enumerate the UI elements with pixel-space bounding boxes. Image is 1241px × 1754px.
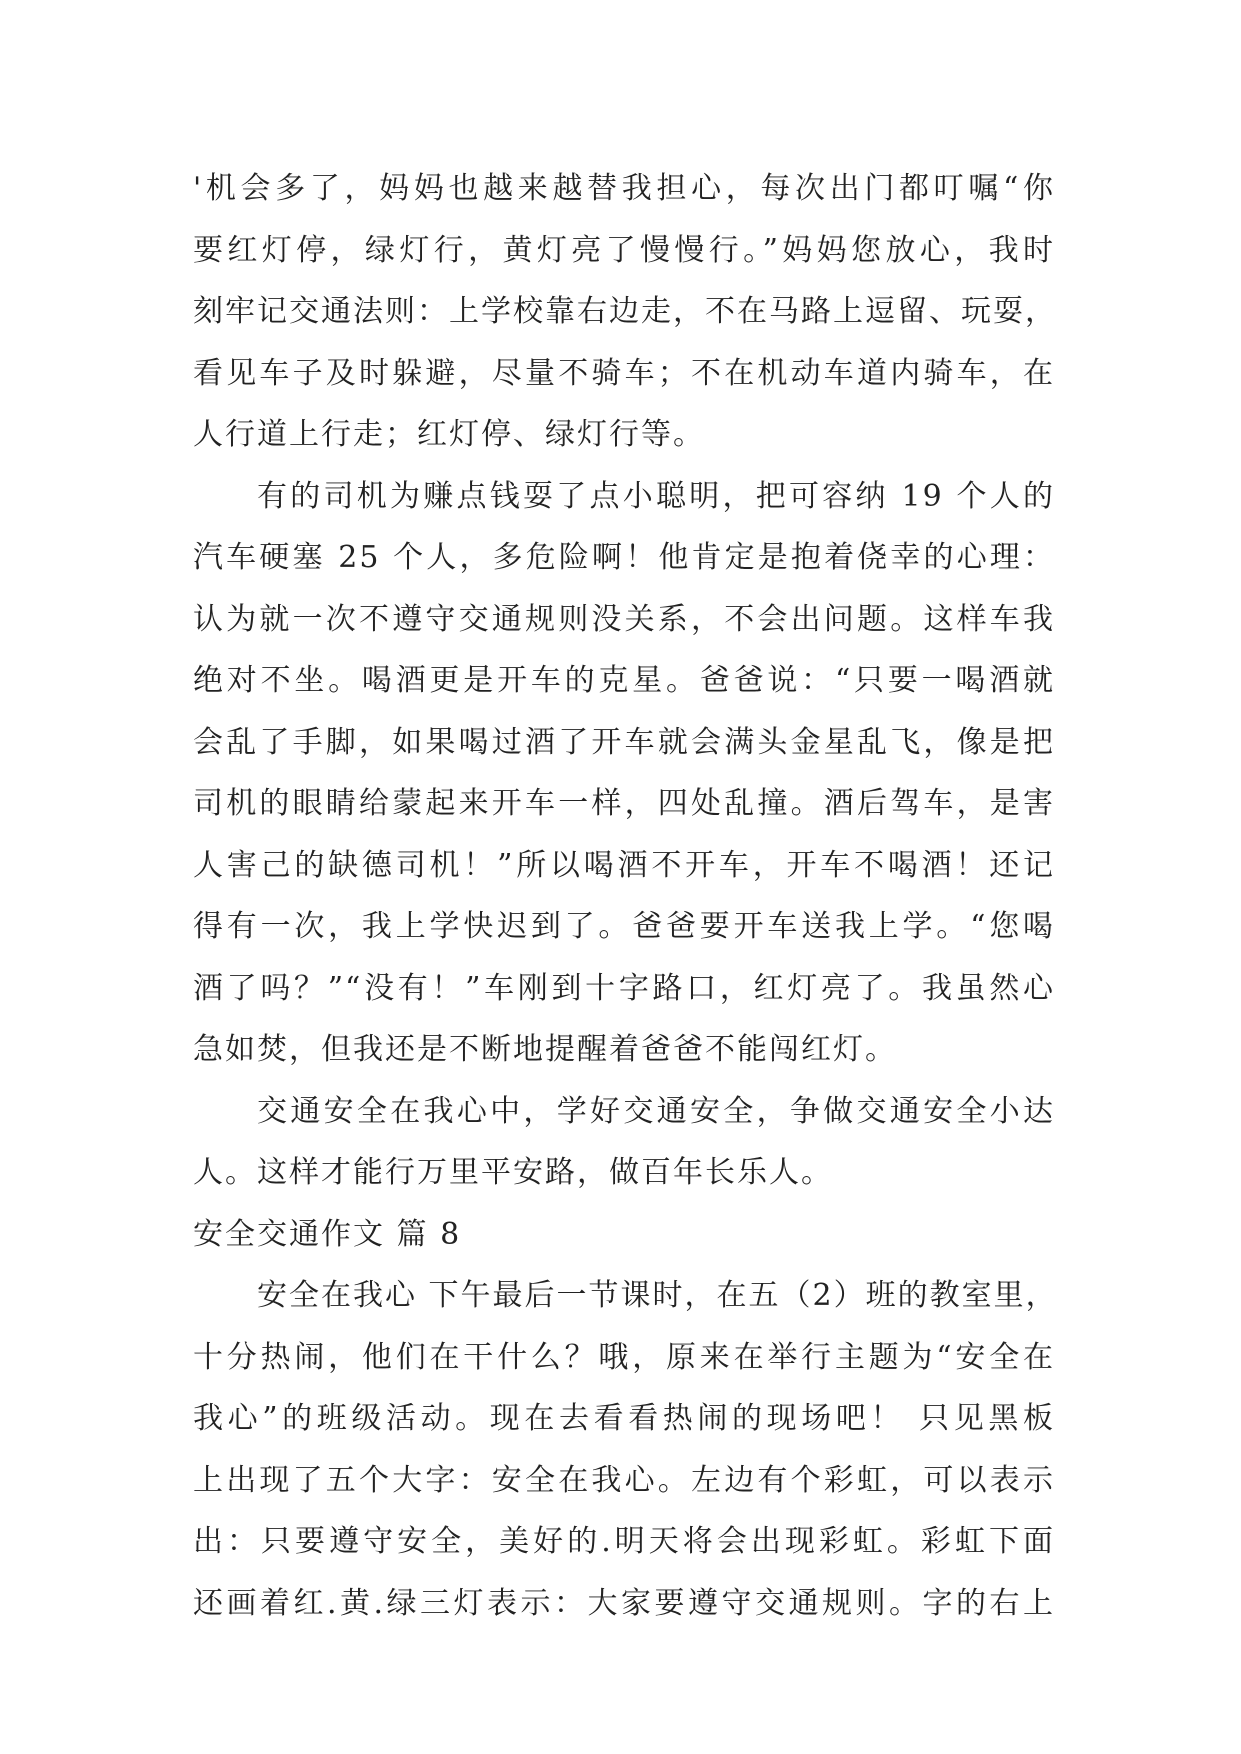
text-line: 汽车硬塞 25 个人，多危险啊！他肯定是抱着侥幸的心理： [193, 540, 1055, 575]
text-line: 会乱了手脚，如果喝过酒了开车就会满头金星乱飞，像是把 [193, 724, 1055, 760]
text-line: 得有一次，我上学快迟到了。爸爸要开车送我上学。“您喝 [193, 909, 1055, 944]
text-line: 司机的眼睛给蒙起来开车一样，四处乱撞。酒后驾车，是害 [193, 786, 1055, 821]
text-line: 要红灯停，绿灯行，黄灯亮了慢慢行。”妈妈您放心，我时 [193, 232, 1055, 268]
text-line: 上出现了五个大字：安全在我心。左边有个彩虹，可以表示 [193, 1462, 1055, 1498]
text-line: 还画着红.黄.绿三灯表示：大家要遵守交通规则。字的右上 [193, 1585, 1055, 1621]
text-line: 绝对不坐。喝酒更是开车的克星。爸爸说：“只要一喝酒就 [193, 663, 1055, 698]
text-line: '机会多了，妈妈也越来越替我担心，每次出门都叮嘱“你 [193, 171, 1055, 206]
text-line: 人行道上行走；红灯停、绿灯行等。 [193, 417, 705, 452]
section-heading: 安全交通作文 篇 8 [193, 1216, 462, 1252]
text-line: 刻牢记交通法则：上学校靠右边走，不在马路上逗留、玩耍， [193, 294, 1057, 329]
text-line: 我心”的班级活动。现在去看看热闹的现场吧！ 只见黑板 [193, 1401, 1055, 1436]
document-page [193, 158, 1058, 1634]
text-line: 有的司机为赚点钱耍了点小聪明，把可容纳 19 个人的 [257, 478, 1055, 514]
text-line: 认为就一次不遵守交通规则没关系，不会出问题。这样车我 [193, 601, 1055, 637]
text-line: 安全在我心 下午最后一节课时，在五（2）班的教室里， [257, 1278, 1058, 1313]
text-line: 酒了吗？”“没有！”车刚到十字路口，红灯亮了。我虽然心 [193, 970, 1055, 1006]
text-line: 交通安全在我心中，学好交通安全，争做交通安全小达 [257, 1093, 1055, 1129]
text-line: 出：只要遵守安全，美好的.明天将会出现彩虹。彩虹下面 [193, 1524, 1055, 1559]
text-line: 十分热闹，他们在干什么？哦，原来在举行主题为“安全在 [193, 1339, 1055, 1375]
text-line: 人。这样才能行万里平安路，做百年长乐人。 [193, 1155, 833, 1190]
text-line: 人害己的缺德司机！”所以喝酒不开车，开车不喝酒！还记 [193, 847, 1055, 883]
text-line: 急如焚，但我还是不断地提醒着爸爸不能闯红灯。 [193, 1032, 897, 1067]
text-line: 看见车子及时躲避，尽量不骑车；不在机动车道内骑车，在 [193, 355, 1055, 391]
